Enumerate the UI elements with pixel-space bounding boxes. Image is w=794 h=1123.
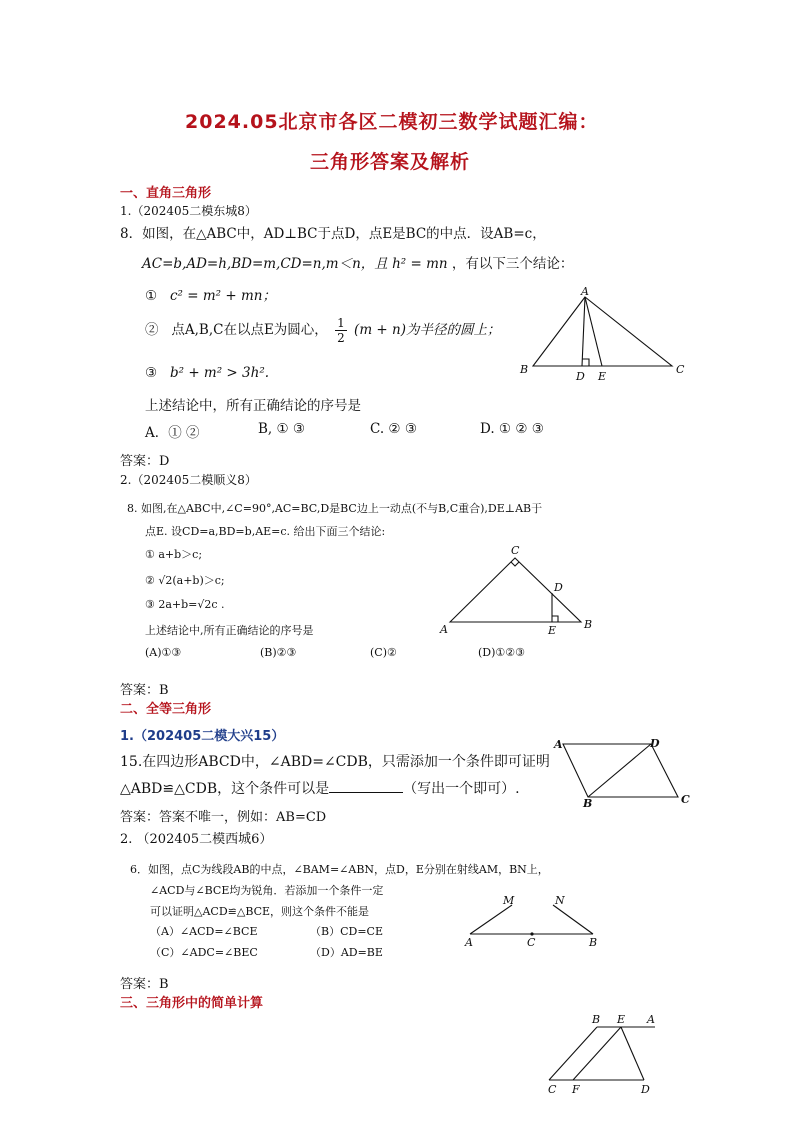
option-c: （C）∠ADC=∠BEC (150, 946, 258, 959)
label-d: D (576, 370, 585, 383)
problem-question: 上述结论中,所有正确结论的序号是 (145, 624, 314, 637)
segment-ed (621, 1027, 644, 1080)
problem-text-fragment: AC=b,AD=h,BD=m,CD=n,m＜n，且 (142, 256, 388, 272)
label-e: E (598, 370, 607, 383)
option-d: (D)①②③ (478, 646, 525, 659)
label-a: A (554, 738, 563, 751)
label-d: D (641, 1083, 650, 1096)
fraction-numerator: 1 (337, 316, 345, 330)
problem-text-line: 15.在四边形ABCD中，∠ABD=∠CDB，只需添加一个条件即可证明 (120, 754, 550, 770)
conclusion-2: ② √2(a+b)＞c; (145, 574, 225, 587)
label-b: B (589, 936, 598, 949)
label-d: D (554, 581, 563, 594)
label-m: M (503, 894, 515, 907)
option-c: (C)② (370, 646, 397, 659)
conclusion-3: ③ 2a+b=√2c . (145, 598, 225, 611)
answer: 答案：D (120, 454, 170, 469)
section-heading-right-triangle: 一、直角三角形 (120, 186, 212, 201)
problem-source: 2. （202405二模西城6） (120, 832, 273, 847)
label-e: E (548, 624, 557, 637)
equation: h² = mn (392, 256, 448, 272)
problem-text-line: 8．如图，在△ABC中，AD⊥BC于点D，点E是BC的中点．设AB=c， (120, 226, 546, 242)
conclusion-text: b² + m² > 3h². (169, 365, 270, 381)
label-a: A (440, 623, 448, 636)
option-d: （D）AD=BE (310, 946, 383, 959)
answer: 答案：B (120, 683, 169, 698)
label-b: B (520, 363, 529, 376)
option-a: （A）∠ACD=∠BCE (150, 925, 258, 938)
label-f: F (572, 1083, 580, 1096)
option-c: C. ② ③ (370, 421, 417, 437)
conclusion-number: ③ (145, 365, 158, 381)
page-subtitle: 三角形答案及解析 (310, 151, 471, 173)
problem-source: 2.（202405二模顺义8） (120, 473, 257, 487)
problem-question: 上述结论中，所有正确结论的序号是 (145, 398, 361, 414)
conclusion-text: c² = m² + mn； (169, 288, 276, 304)
fraction-denominator: 2 (337, 331, 345, 345)
problem-text-line: 6．如图，点C为线段AB的中点，∠BAM=∠ABN，点D，E分别在射线AM，BN上， (130, 863, 549, 876)
problem-text-line: 可以证明△ACD≌△BCE，则这个条件不能是 (150, 905, 370, 918)
section-heading-simple-calculation: 三、三角形中的简单计算 (120, 996, 264, 1011)
section-heading-congruent-triangles: 二、全等三角形 (120, 702, 212, 717)
segment-bc (549, 1027, 597, 1080)
label-n: N (555, 894, 565, 907)
problem-source: 1.（202405二模大兴15） (120, 729, 285, 744)
label-a: A (465, 936, 473, 949)
label-b: B (584, 618, 593, 631)
label-b: B (583, 797, 593, 810)
problem-text-fragment: △ABD≌△CDB，这个条件可以是 (120, 781, 330, 797)
label-a: A (581, 285, 589, 298)
label-e: E (617, 1013, 626, 1026)
conclusion-text: 点A,B,C在以点E为圆心， (171, 322, 328, 338)
option-b: (B)②③ (260, 646, 297, 659)
label-c: C (548, 1083, 557, 1096)
page-title: 2024.05北京市各区二模初三数学试题汇编： (185, 111, 599, 133)
label-d: D (650, 737, 660, 750)
option-a: A．① ② (145, 425, 200, 441)
problem-source: 1.（202405二模东城8） (120, 204, 257, 218)
option-b: B, ① ③ (258, 421, 305, 437)
label-c: C (681, 793, 690, 806)
label-c: C (511, 544, 520, 557)
conclusion-number: ② (145, 322, 159, 338)
label-a: A (647, 1013, 655, 1026)
answer: 答案：答案不唯一，例如：AB=CD (120, 810, 327, 825)
answer: 答案：B (120, 977, 169, 992)
option-d: D. ① ② ③ (480, 421, 544, 437)
option-b: （B）CD=CE (310, 925, 383, 938)
label-c: C (676, 363, 685, 376)
problem-text-line: ∠ACD与∠BCE均为锐角．若添加一个条件一定 (150, 884, 384, 897)
option-a: (A)①③ (145, 646, 182, 659)
label-b: B (592, 1013, 601, 1026)
problem-text-fragment: ，有以下三个结论： (451, 256, 574, 272)
segment-ef (573, 1027, 621, 1080)
conclusion-1: ① a+b＞c; (145, 548, 203, 561)
problem-text-line: 8. 如图,在△ABC中,∠C=90°,AC=BC,D是BC边上一动点(不与B,C重合),DE⊥AB于 (127, 502, 543, 515)
problem-text-fragment: （写出一个即可）. (403, 781, 520, 797)
conclusion-text: (m + n)为半径的圆上； (354, 322, 501, 338)
label-c: C (527, 936, 536, 949)
conclusion-number: ① (145, 288, 158, 304)
problem-text-line: 点E. 设CD=a,BD=b,AE=c. 给出下面三个结论: (145, 525, 386, 538)
